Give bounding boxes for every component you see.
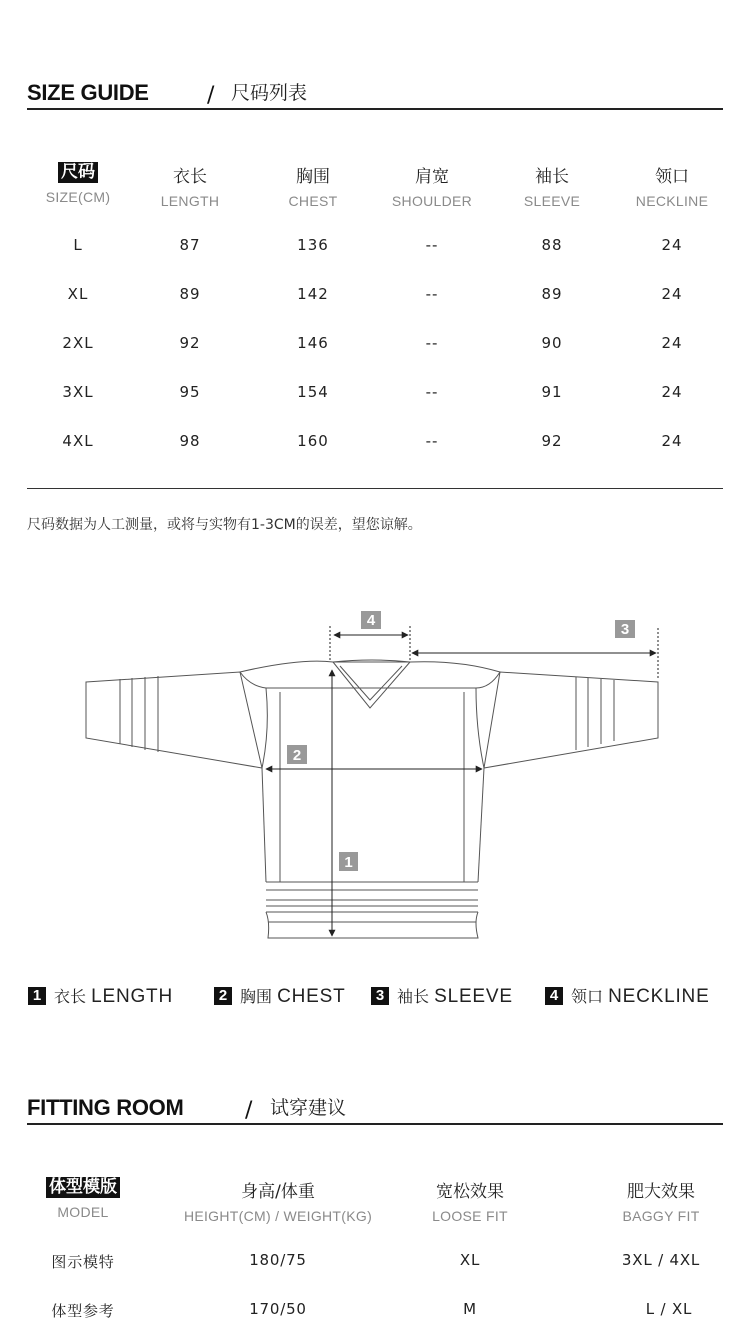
legend-cn: 衣长 [54,987,87,1006]
legend-en: CHEST [277,986,346,1007]
col-baggy-fit [600,1177,722,1224]
col-model [27,1177,139,1220]
col-neckline-cn: 领口 [655,167,689,187]
legend-number: 1 [28,987,46,1005]
svg-text:3: 3 [620,621,630,638]
col-loose-fit-en: LOOSE FIT [432,1208,508,1224]
col-height-weight-cn: 身高/体重 [241,1182,315,1202]
diagram-marker-2 [287,745,307,764]
legend-length [28,985,173,1007]
col-model-en: MODEL [57,1204,109,1220]
svg-text:2: 2 [292,747,302,764]
col-size [28,162,128,205]
legend-en: LENGTH [91,986,173,1007]
col-height-weight [168,1177,388,1224]
col-chest-en: CHEST [288,193,338,209]
size-guide-header [27,78,723,110]
chest-cell: 160 [297,432,329,450]
legend-en: NECKLINE [608,986,710,1007]
col-baggy-fit-en: BAGGY FIT [622,1208,700,1224]
diagram-marker-4 [361,611,381,629]
fitting-room-title-cn: 试穿建议 [270,1097,347,1119]
garment-diagram [0,600,750,950]
legend-cn: 袖长 [397,987,430,1006]
svg-text:1: 1 [344,854,353,871]
diagram-marker-1 [339,852,358,871]
sleeve-cell: 89 [541,285,563,303]
neckline-cell: 24 [661,432,683,450]
shoulder-cell: -- [425,334,439,352]
size-cell: 2XL [62,334,94,352]
col-size-cn: 尺码 [58,162,98,183]
size-cell: 3XL [62,383,94,401]
chest-cell: 154 [297,383,329,401]
legend-en: SLEEVE [434,986,513,1007]
col-neckline [617,162,727,209]
svg-text:4: 4 [366,612,376,629]
fitting-room-title-en: FITTING ROOM [27,1095,184,1120]
neckline-cell: 24 [661,334,683,352]
col-sleeve-cn: 袖长 [535,167,569,187]
diagram-marker-3 [615,620,635,638]
legend-number: 4 [545,987,563,1005]
size-cell: 4XL [62,432,94,450]
legend-cn: 胸围 [240,987,273,1006]
col-neckline-en: NECKLINE [635,193,709,209]
neckline-cell: 24 [661,383,683,401]
model-cell: 图示模特 [51,1253,115,1271]
loose-fit-cell: M [463,1300,477,1318]
length-cell: 92 [179,334,201,352]
fitting-room-slash: / [245,1098,253,1123]
jersey-outline [86,660,658,938]
neckline-cell: 24 [661,236,683,254]
length-cell: 95 [179,383,201,401]
loose-fit-cell: XL [459,1251,481,1269]
col-model-cn: 体型模版 [46,1177,120,1198]
col-shoulder [377,162,487,209]
legend-cn: 领口 [571,987,604,1006]
col-length-cn: 衣长 [173,167,207,187]
length-cell: 98 [179,432,201,450]
size-guide-title-cn: 尺码列表 [231,82,308,104]
col-size-en: SIZE(CM) [45,189,111,205]
legend-number: 2 [214,987,232,1005]
size-guide-slash: / [207,83,215,108]
sleeve-cell: 88 [541,236,563,254]
col-sleeve-en: SLEEVE [523,193,581,209]
legend-chest [214,985,346,1007]
chest-cell: 142 [297,285,329,303]
shoulder-cell: -- [425,285,439,303]
baggy-fit-cell: 3XL / 4XL [621,1251,701,1269]
length-cell: 89 [179,285,201,303]
col-baggy-fit-cn: 肥大效果 [627,1182,695,1202]
table-divider [27,488,723,489]
height-weight-cell: 170/50 [249,1300,307,1318]
col-loose-fit [410,1177,530,1224]
fitting-room-header [27,1093,723,1125]
col-height-weight-en: HEIGHT(CM) / WEIGHT(KG) [183,1208,373,1224]
chest-cell: 136 [297,236,329,254]
col-loose-fit-cn: 宽松效果 [436,1182,504,1202]
baggy-fit-cell: L / XL [645,1300,693,1318]
shoulder-cell: -- [425,383,439,401]
shoulder-cell: -- [425,236,439,254]
col-chest [263,162,363,209]
size-guide-title-en: SIZE GUIDE [27,80,149,105]
measurement-note: 尺码数据为人工测量，或将与实物有1-3CM的误差，望您谅解。 [27,517,422,533]
col-shoulder-en: SHOULDER [391,193,473,209]
size-cell: L [73,236,83,254]
neckline-cell: 24 [661,285,683,303]
col-chest-cn: 胸围 [296,167,330,187]
sleeve-cell: 92 [541,432,563,450]
chest-cell: 146 [297,334,329,352]
shoulder-cell: -- [425,432,439,450]
col-length [140,162,240,209]
col-length-en: LENGTH [160,193,220,209]
legend-neckline [545,985,710,1007]
size-cell: XL [67,285,89,303]
sleeve-cell: 90 [541,334,563,352]
legend-number: 3 [371,987,389,1005]
sleeve-cell: 91 [541,383,563,401]
length-cell: 87 [179,236,201,254]
height-weight-cell: 180/75 [249,1251,307,1269]
col-shoulder-cn: 肩宽 [415,167,449,187]
col-sleeve [502,162,602,209]
model-cell: 体型参考 [51,1302,115,1320]
legend-sleeve [371,985,513,1007]
